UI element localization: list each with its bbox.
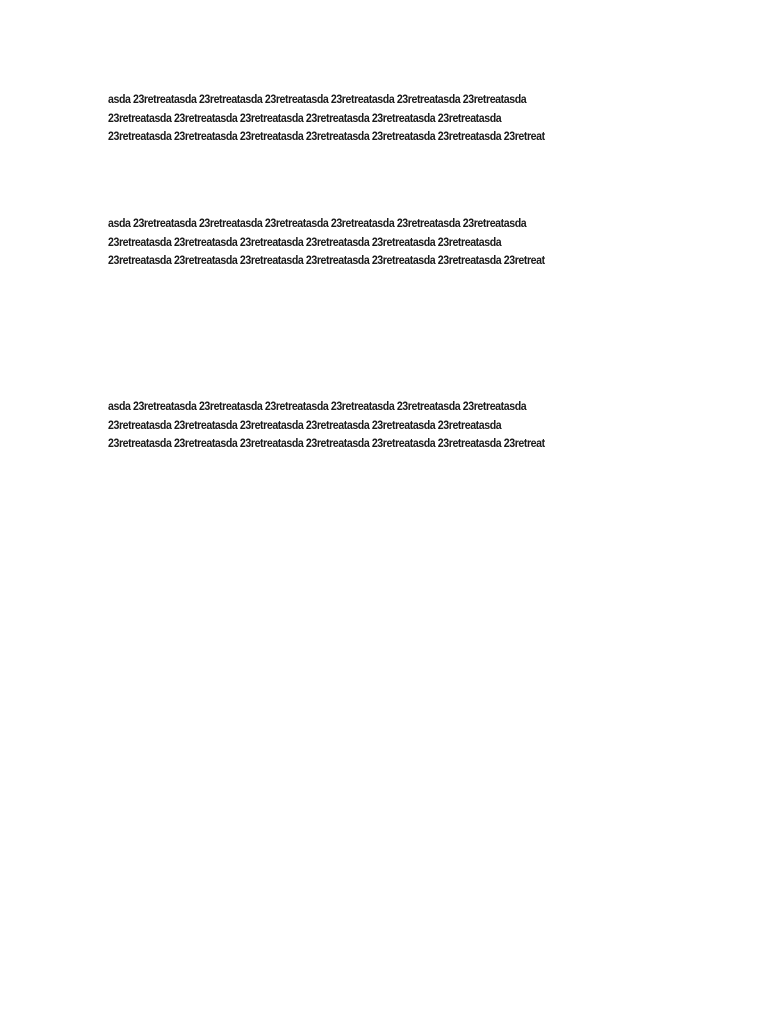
- paragraph-2-line-3: 23retreatasda 23retreatasda 23retreatasda 23retreatasda 23retreatasda 23retreatasda 23retreat: [108, 255, 545, 267]
- paragraph-3-line-2: 23retreatasda 23retreatasda 23retreatasda 23retreatasda 23retreatasda 23retreatasda: [108, 419, 502, 432]
- paragraph-2: [108, 215, 708, 271]
- paragraph-1-line-3: 23retreatasda 23retreatasda 23retreatasda 23retreatasda 23retreatasda 23retreatasda 23retreat: [108, 131, 545, 143]
- paragraph-3: [108, 398, 708, 454]
- paragraph-2-line-1: asda 23retreatasda 23retreatasda 23retreatasda 23retreatasda 23retreatasda 23retreatasda: [108, 218, 527, 230]
- paragraph-2-line-2: 23retreatasda 23retreatasda 23retreatasda 23retreatasda 23retreatasda 23retreatasda: [108, 236, 502, 249]
- paragraph-1-line-1: asda 23retreatasda 23retreatasda 23retreatasda 23retreatasda 23retreatasda 23retreatasda: [108, 94, 527, 106]
- paragraph-1-line-2: 23retreatasda 23retreatasda 23retreatasda 23retreatasda 23retreatasda 23retreatasda: [108, 112, 502, 125]
- paragraph-3-line-1: asda 23retreatasda 23retreatasda 23retreatasda 23retreatasda 23retreatasda 23retreatasda: [108, 401, 527, 413]
- paragraph-3-line-3: 23retreatasda 23retreatasda 23retreatasda 23retreatasda 23retreatasda 23retreatasda 23retreat: [108, 438, 545, 450]
- paragraph-1: [108, 91, 708, 147]
